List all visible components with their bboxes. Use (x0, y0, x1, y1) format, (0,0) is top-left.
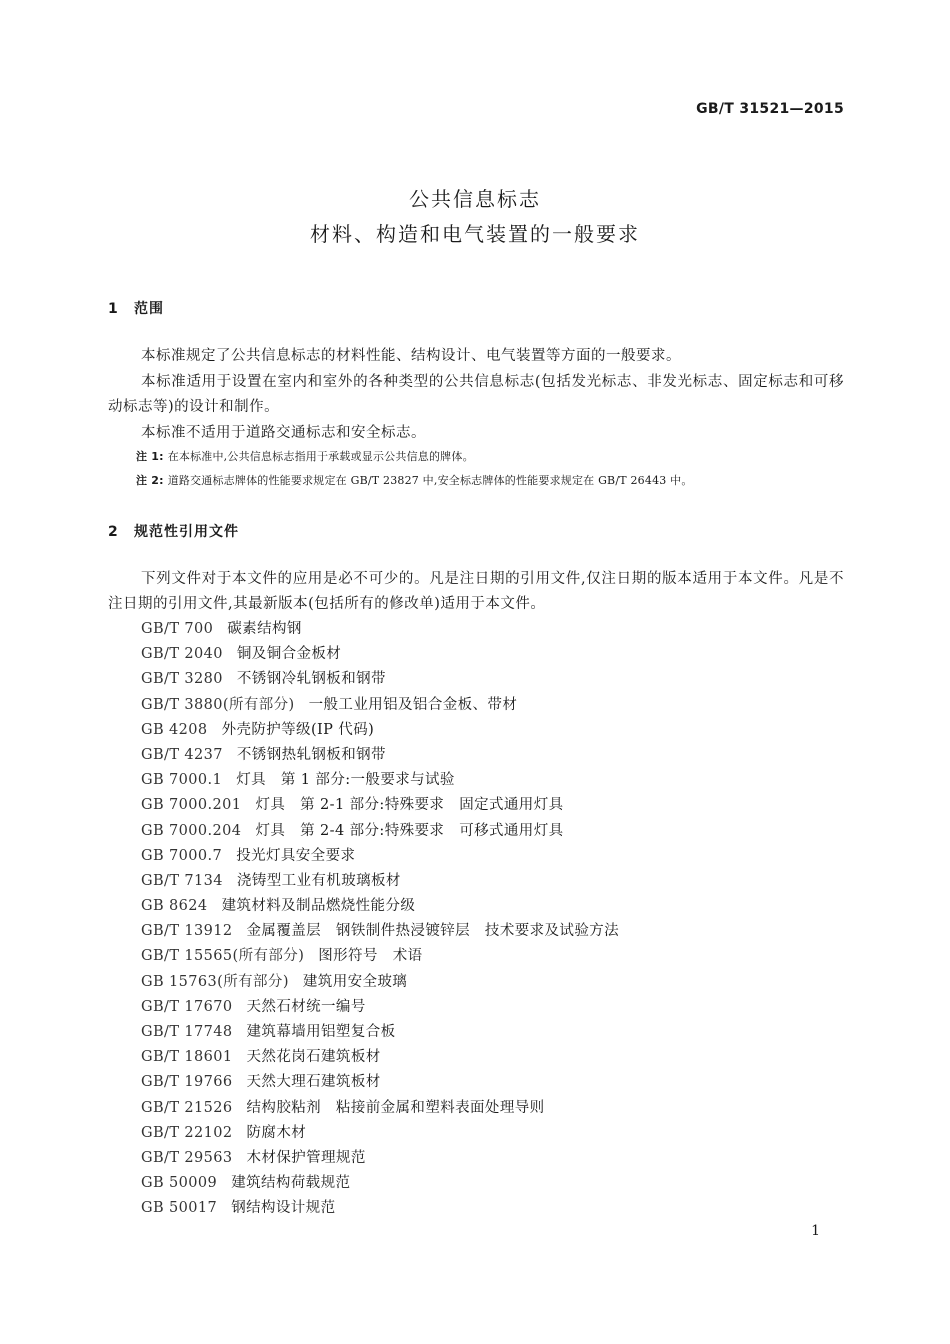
reference-title: 钢结构设计规范 (231, 1200, 336, 1217)
reference-code: GB/T 17670 (141, 998, 233, 1015)
reference-code: GB/T 29563 (141, 1149, 233, 1166)
reference-item (141, 995, 619, 1020)
reference-code: GB/T 700 (141, 621, 214, 637)
reference-title: 图形符号 术语 (318, 948, 423, 965)
reference-title: 铜及铜合金板材 (236, 646, 342, 663)
note-1-text: 在本标准中,公共信息标志指用于承载或显示公共信息的牌体。 (167, 450, 474, 463)
reference-code: GB/T 22102 (141, 1124, 233, 1141)
section-2-title: 规范性引用文件 (134, 524, 239, 540)
normative-reference-list (141, 617, 619, 1222)
reference-code: GB/T 13912 (141, 923, 233, 940)
reference-code: GB/T 15565(所有部分) (141, 948, 305, 965)
standard-code: GB/T 31521—2015 (696, 101, 844, 117)
reference-item (141, 819, 619, 844)
reference-title: 建筑用安全玻璃 (302, 973, 408, 990)
reference-title: 碳素结构钢 (227, 621, 302, 637)
reference-code: GB 15763(所有部分) (141, 973, 289, 990)
scope-paragraph-3: 本标准不适用于道路交通标志和安全标志。 (141, 425, 426, 441)
reference-item (141, 1196, 619, 1221)
section-1-title: 范围 (134, 301, 164, 317)
reference-code: GB/T 2040 (141, 646, 223, 663)
document-title-line2: 材料、构造和电气装置的一般要求 (310, 222, 640, 246)
reference-item (141, 718, 619, 743)
reference-item (141, 1171, 619, 1196)
reference-item (141, 1121, 619, 1146)
reference-title: 不锈钢冷轧钢板和钢带 (236, 671, 386, 688)
reference-code: GB 50017 (141, 1200, 218, 1217)
reference-title: 不锈钢热轧钢板和钢带 (236, 746, 386, 763)
reference-item (141, 1146, 619, 1171)
reference-title: 建筑幕墙用铝塑复合板 (246, 1024, 396, 1040)
section-1-number: 1 (108, 301, 119, 317)
note-2 (136, 472, 693, 488)
note-2-label: 注 2: (136, 474, 164, 487)
reference-code: GB/T 3280 (141, 671, 223, 688)
reference-item (141, 1070, 619, 1095)
reference-title: 天然大理石建筑板材 (246, 1074, 381, 1091)
reference-item (141, 768, 619, 793)
reference-code: GB 4208 (141, 721, 208, 738)
document-title-line1: 公共信息标志 (409, 187, 541, 211)
section-2-number: 2 (108, 524, 119, 540)
reference-title: 灯具 第 2-4 部分:特殊要求 可移式通用灯具 (255, 822, 564, 839)
reference-code: GB 50009 (141, 1175, 218, 1192)
scope-paragraph-1: 本标准规定了公共信息标志的材料性能、结构设计、电气装置等方面的一般要求。 (141, 348, 681, 364)
reference-code: GB/T 19766 (141, 1074, 233, 1091)
reference-title: 防腐木材 (246, 1124, 307, 1141)
reference-item (141, 894, 619, 919)
reference-title: 建筑结构荷载规范 (231, 1175, 351, 1192)
reference-code: GB 7000.204 (141, 822, 242, 839)
reference-code: GB 7000.201 (141, 797, 242, 814)
reference-code: GB 8624 (141, 898, 208, 915)
section-1-heading (108, 298, 164, 318)
reference-title: 建筑材料及制品燃烧性能分级 (221, 898, 416, 915)
references-intro-paragraph: 下列文件对于本文件的应用是必不可少的。凡是注日期的引用文件,仅注日期的版本适用于本文件。凡是不注日期的引用文件,其最新版本(包括所有的修改单)适用于本文件。 (108, 571, 844, 612)
reference-code: GB/T 21526 (141, 1099, 233, 1116)
reference-item (141, 844, 619, 869)
reference-item (141, 793, 619, 818)
note-1 (136, 448, 474, 464)
reference-item (141, 743, 619, 768)
scope-paragraph-2: 本标准适用于设置在室内和室外的各种类型的公共信息标志(包括发光标志、非发光标志、固定标志和可移动标志等)的设计和制作。 (108, 374, 844, 415)
reference-item (141, 919, 619, 944)
reference-code: GB/T 4237 (141, 746, 223, 763)
reference-code: GB 7000.1 (141, 772, 223, 789)
reference-item (141, 869, 619, 894)
reference-code: GB/T 18601 (141, 1049, 233, 1066)
reference-item (141, 1045, 619, 1070)
page-number: 1 (811, 1223, 820, 1239)
reference-code: GB/T 3880(所有部分) (141, 696, 295, 713)
reference-item (141, 617, 619, 642)
reference-title: 一般工业用铝及铝合金板、带材 (308, 696, 518, 713)
reference-title: 金属覆盖层 钢铁制件热浸镀锌层 技术要求及试验方法 (246, 923, 620, 940)
reference-title: 外壳防护等级(IP 代码) (221, 721, 375, 738)
reference-title: 浇铸型工业有机玻璃板材 (236, 872, 401, 889)
reference-item (141, 693, 619, 718)
reference-title: 结构胶粘剂 粘接前金属和塑料表面处理导则 (246, 1099, 545, 1116)
section-2-heading (108, 521, 239, 541)
reference-code: GB/T 17748 (141, 1024, 233, 1040)
reference-title: 天然花岗石建筑板材 (246, 1049, 381, 1066)
note-2-text: 道路交通标志牌体的性能要求规定在 GB/T 23827 中,安全标志牌体的性能要求规定在 GB/T 26443 中。 (167, 474, 693, 487)
reference-title: 投光灯具安全要求 (236, 847, 356, 864)
reference-title: 天然石材统一编号 (246, 998, 366, 1015)
reference-item (141, 970, 619, 995)
reference-title: 灯具 第 1 部分:一般要求与试验 (236, 772, 455, 789)
reference-code: GB 7000.7 (141, 847, 223, 864)
reference-item (141, 944, 619, 969)
reference-code: GB/T 7134 (141, 872, 223, 889)
reference-item (141, 642, 619, 667)
reference-item (141, 1096, 619, 1121)
reference-title: 木材保护管理规范 (246, 1149, 366, 1166)
note-1-label: 注 1: (136, 450, 164, 463)
reference-item (141, 1020, 619, 1045)
reference-title: 灯具 第 2-1 部分:特殊要求 固定式通用灯具 (255, 797, 564, 814)
reference-item (141, 667, 619, 692)
